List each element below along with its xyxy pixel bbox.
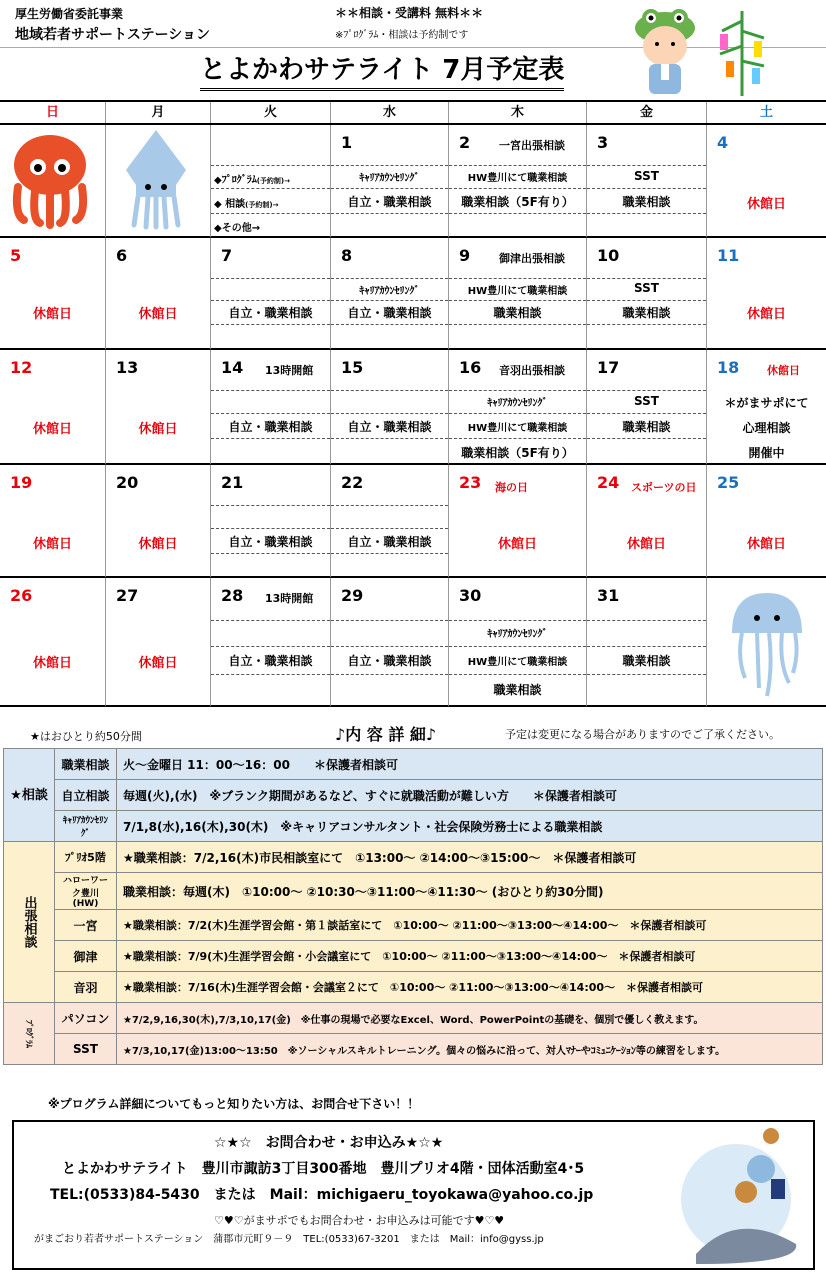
cell-jul-19 <box>0 465 106 578</box>
date-4: 4 <box>717 133 729 152</box>
cell-jul-28 <box>211 578 331 707</box>
row-shoku: 火～金曜日 11：00～16：00 ＊保護者相談可 <box>117 749 823 780</box>
cell-jul-1 <box>331 125 449 238</box>
date-28: 28 <box>221 586 244 605</box>
row-label-prio: ﾌﾟﾘｵ5階 <box>55 842 117 873</box>
date-2: 2 <box>459 133 471 152</box>
date-20: 20 <box>116 473 139 492</box>
hw-30: HW豊川にて職業相談 <box>467 657 568 668</box>
hw-9: HW豊川にて職業相談 <box>467 286 568 297</box>
jiritsu-8: 自立・職業相談 <box>347 306 432 320</box>
shoku-3: 職業相談 <box>622 195 671 209</box>
gama-note: ＊がまサポにて <box>724 396 809 410</box>
jiritsu-29: 自立・職業相談 <box>347 654 432 668</box>
cell-jul-15 <box>331 350 449 465</box>
cell-jul-3 <box>587 125 707 238</box>
ministry-label: 厚生労働省委託事業 <box>15 7 124 21</box>
shoku-31: 職業相談 <box>622 654 671 668</box>
date-15: 15 <box>341 358 364 377</box>
day-sat: 土 <box>759 105 773 120</box>
sports-holiday: スポーツの日 <box>631 481 697 494</box>
row-label-mito: 御津 <box>55 941 117 972</box>
row-mito: ★職業相談：7/9(木)生涯学習会館・小会議室にて ①10:00～ ②11:00～③13:00～④14:00～ ＊保護者相談可 <box>117 941 823 972</box>
cell-jul-4 <box>707 125 826 238</box>
date-10: 10 <box>597 246 620 265</box>
shoku-9: 職業相談 <box>493 306 542 320</box>
cell-jul-20 <box>106 465 211 578</box>
closed-26: 休館日 <box>32 656 72 671</box>
row-label-pc: パソコン <box>55 1003 117 1034</box>
row-prio: ★職業相談：7/2,16(木)市民相談室にて ①13:00～ ②14:00～③15:00～ ＊保護者相談可 <box>117 842 823 873</box>
career-1: ｷｬﾘｱｶｳﾝｾﾘﾝｸﾞ <box>359 173 420 184</box>
group-program: ﾌﾟﾛｸﾞﾗﾑ <box>4 1003 55 1065</box>
date-9: 9 <box>459 246 471 265</box>
shoku5-2: 職業相談（5F有り） <box>461 195 574 209</box>
day-tue: 火 <box>211 102 331 123</box>
page-title: とよかわサテライト 7月予定表 <box>200 52 564 91</box>
date-5: 5 <box>10 246 22 265</box>
jiritsu-21: 自立・職業相談 <box>228 535 313 549</box>
date-13: 13 <box>116 358 139 377</box>
contact-note: ♡♥♡がまサポでもお問合わせ・お申込みは可能です♥♡♥ <box>214 1214 505 1227</box>
cell-sat-w5 <box>707 578 826 707</box>
cell-jul-31 <box>587 578 707 707</box>
cell-jul-27 <box>106 578 211 707</box>
day-thu: 木 <box>449 102 587 123</box>
date-17: 17 <box>597 358 620 377</box>
cell-jul-26 <box>0 578 106 707</box>
row-otowa: ★職業相談：7/16(木)生涯学習会館・会議室２にて ①10:00～ ②11:00～③13:00～④14:00～ ＊保護者相談可 <box>117 972 823 1003</box>
date-12: 12 <box>10 358 33 377</box>
cell-jul-13 <box>106 350 211 465</box>
group-soudan: ★相談 <box>4 749 55 842</box>
day-sun: 日 <box>0 102 106 123</box>
closed-6: 休館日 <box>138 307 178 322</box>
prog-legend: ◆ﾌﾟﾛｸﾞﾗﾑ <box>214 175 257 186</box>
hw-16: HW豊川にて職業相談 <box>467 423 568 434</box>
jiritsu-15: 自立・職業相談 <box>347 420 432 434</box>
contact-tel: TEL:(0533)84-5430 または Mail：michigaeru_toyokawa@yahoo.co.jp <box>50 1187 594 1203</box>
closed-24: 休館日 <box>626 537 666 552</box>
date-25: 25 <box>717 473 740 492</box>
row-label-hw: ハローワーク豊川(HW) <box>55 873 117 910</box>
cell-jul-30 <box>449 578 587 707</box>
group-shuccho: 出張相談 <box>4 842 55 1003</box>
cell-jul-12 <box>0 350 106 465</box>
kaikan-28: 13時開館 <box>265 592 314 605</box>
closed-11: 休館日 <box>746 307 786 322</box>
date-18: 18 <box>717 358 740 377</box>
jiritsu-1: 自立・職業相談 <box>347 195 432 209</box>
cell-jul-25 <box>707 465 826 578</box>
mito-trip: 御津出張相談 <box>499 252 565 265</box>
career-16: ｷｬﾘｱｶｳﾝｾﾘﾝｸﾞ <box>487 398 548 409</box>
cell-jul-29 <box>331 578 449 707</box>
date-16: 16 <box>459 358 482 377</box>
row-ichinomiya: ★職業相談：7/2(木)生涯学習会館・第１談話室にて ①10:00～ ②11:00～③13:00～④14:00～ ＊保護者相談可 <box>117 910 823 941</box>
date-31: 31 <box>597 586 620 605</box>
contact-box <box>12 1120 815 1270</box>
ichinomiya-trip: 一宮出張相談 <box>499 139 565 152</box>
org-label: 地域若者サポートステーション <box>15 27 211 43</box>
cell-jul-21 <box>211 465 331 578</box>
date-26: 26 <box>10 586 33 605</box>
shoku-10: 職業相談 <box>622 306 671 320</box>
animals-illustration-icon <box>676 1124 812 1267</box>
other-legend: ◆その他→ <box>214 223 261 234</box>
row-career: 7/1,8(水),16(木),30(木) ※キャリアコンサルタント・社会保険労務士による職業相談 <box>117 811 823 842</box>
date-8: 8 <box>341 246 353 265</box>
date-27: 27 <box>116 586 139 605</box>
date-19: 19 <box>10 473 33 492</box>
cell-jul-22 <box>331 465 449 578</box>
date-21: 21 <box>221 473 244 492</box>
date-29: 29 <box>341 586 364 605</box>
row-jiritsu: 毎週(火),(水) ※ブランク期間があるなど、すぐに就職活動が難しい方 ＊保護者相談可 <box>117 780 823 811</box>
cell-jul-6 <box>106 238 211 350</box>
date-14: 14 <box>221 358 244 377</box>
soudan-legend: ◆ 相談 <box>214 199 246 210</box>
cell-jul-14 <box>211 350 331 465</box>
cell-jul-16 <box>449 350 587 465</box>
row-pc: ★7/2,9,16,30(木),7/3,10,17(金) ※仕事の現場で必要なExcel、Word、PowerPointの基礎を、個別で優しく教えます。 <box>117 1003 823 1034</box>
row-label-career: ｷｬﾘｱｶｳﾝｾﾘﾝｸﾞ <box>55 811 117 842</box>
cell-jul-11 <box>707 238 826 350</box>
cell-jul-5 <box>0 238 106 350</box>
cell-jul-17 <box>587 350 707 465</box>
cell-jul-23 <box>449 465 587 578</box>
cell-jul-18 <box>707 350 826 465</box>
closed-19: 休館日 <box>32 537 72 552</box>
date-24: 24 <box>597 473 620 492</box>
hw-2: HW豊川にて職業相談 <box>467 173 568 184</box>
closed-23: 休館日 <box>497 537 537 552</box>
closed-12: 休館日 <box>32 422 72 437</box>
tanabata-icon <box>712 6 772 98</box>
octopus-icon <box>0 125 100 230</box>
squid-icon <box>106 125 206 230</box>
jiritsu-22: 自立・職業相談 <box>347 535 432 549</box>
jiritsu-7: 自立・職業相談 <box>228 306 313 320</box>
closed-27: 休館日 <box>138 656 178 671</box>
row-hw: 職業相談：毎週(木) ①10:00～ ②10:30～③11:00～④11:30～ (おひとり約30分間) <box>117 873 823 910</box>
day-fri: 金 <box>587 102 707 123</box>
otowa-trip: 音羽出張相談 <box>499 364 565 377</box>
cell-sun-w1 <box>0 125 106 238</box>
closed-25: 休館日 <box>746 537 786 552</box>
free-label: ＊＊相談・受講料 無料＊＊ <box>335 6 484 20</box>
closed-5: 休館日 <box>32 307 72 322</box>
sst-17: SST <box>634 394 659 408</box>
sst-3: SST <box>634 169 659 183</box>
date-22: 22 <box>341 473 364 492</box>
date-7: 7 <box>221 246 233 265</box>
row-label-jiritsu: 自立相談 <box>55 780 117 811</box>
row-label-sst: SST <box>55 1034 117 1065</box>
gamagori-contact: がまごおり若者サポートステーション 蒲郡市元町９－９ TEL:(0533)67-3201 または Mail：info@gyss.jp <box>34 1234 544 1245</box>
cell-jul-7 <box>211 238 331 350</box>
cell-jul-8 <box>331 238 449 350</box>
cell-jul-9 <box>449 238 587 350</box>
contact-address: とよかわサテライト 豊川市諏訪3丁目300番地 豊川プリオ4階・団体活動室4･5 <box>62 1161 585 1177</box>
contact-heading: ☆★☆ お問合わせ・お申込み★☆★ <box>214 1135 444 1151</box>
career-30: ｷｬﾘｱｶｳﾝｾﾘﾝｸﾞ <box>487 629 548 640</box>
cell-jul-2 <box>449 125 587 238</box>
closed-18: 休館日 <box>767 364 800 377</box>
jiritsu-14: 自立・職業相談 <box>228 420 313 434</box>
date-23: 23 <box>459 473 482 492</box>
date-11: 11 <box>717 246 740 265</box>
detail-table <box>3 748 823 1065</box>
day-mon: 月 <box>106 102 211 123</box>
change-note: 予定は変更になる場合がありますのでご了承ください。 <box>505 728 780 741</box>
jiritsu-28: 自立・職業相談 <box>228 654 313 668</box>
row-sst: ★7/3,10,17(金)13:00～13:50 ※ソーシャルスキルトレーニング。個々の悩みに沿って、対人ﾏﾅｰやｺﾐｭﾆｹｰｼｮﾝ等の練習をします。 <box>117 1034 823 1065</box>
shoku-30: 職業相談 <box>493 683 542 697</box>
frog-mascot-icon <box>625 6 705 98</box>
shinri-note: 心理相談 <box>742 421 791 435</box>
date-6: 6 <box>116 246 128 265</box>
cell-jul-24 <box>587 465 707 578</box>
row-label-ichinomiya: 一宮 <box>55 910 117 941</box>
jellyfish-icon <box>707 578 822 703</box>
row-label-otowa: 音羽 <box>55 972 117 1003</box>
kaisai-note: 開催中 <box>748 446 785 460</box>
soudan-legend-small: (予約制)→ <box>245 201 279 209</box>
cell-tue-w1 <box>211 125 331 238</box>
shoku-17: 職業相談 <box>622 420 671 434</box>
reservation-note: ※ﾌﾟﾛｸﾞﾗﾑ・相談は予約制です <box>335 30 469 41</box>
cell-mon-w1 <box>106 125 211 238</box>
date-1: 1 <box>341 133 353 152</box>
kaikan-14: 13時開館 <box>265 364 314 377</box>
day-wed: 水 <box>331 102 449 123</box>
shoku5-16: 職業相談（5F有り） <box>461 446 574 460</box>
more-info: ※プログラム詳細についてもっと知りたい方は、お問合せ下さい！！ <box>48 1097 420 1111</box>
umi-holiday: 海の日 <box>495 481 528 494</box>
date-30: 30 <box>459 586 482 605</box>
sst-10: SST <box>634 281 659 295</box>
closed-13: 休館日 <box>138 422 178 437</box>
details-title: ♪内 容 詳 細♪ <box>335 725 437 744</box>
closed-20: 休館日 <box>138 537 178 552</box>
row-label-shoku: 職業相談 <box>55 749 117 780</box>
star-note: ★はおひとり約50分間 <box>30 730 142 743</box>
date-3: 3 <box>597 133 609 152</box>
prog-legend-small: (予約制)→ <box>256 177 290 185</box>
cell-jul-10 <box>587 238 707 350</box>
career-8: ｷｬﾘｱｶｳﾝｾﾘﾝｸﾞ <box>359 286 420 297</box>
closed-4: 休館日 <box>746 197 786 212</box>
